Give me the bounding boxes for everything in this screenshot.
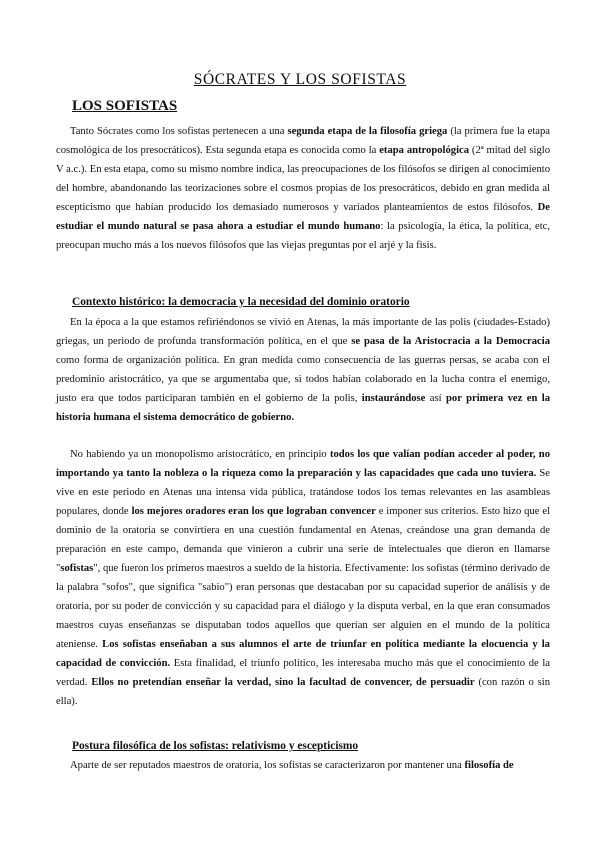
text-run: No habiendo ya un monopolismo aristocrático, en principio: [70, 449, 330, 460]
text-run: e imponer sus criterios. Esto hizo que el dominio de la oratoria se convirtiera en una cuestión fundamental en Atenas, creándose una gran demanda de preparación en este campo, demanda que vinieron a cubrir una serie de intelectuales que dieron en llamarse ": [56, 506, 551, 574]
bold-text-run: etapa antropológica: [379, 145, 470, 156]
text-run: (con razón o sin ella).: [56, 677, 550, 707]
bold-text-run: los mejores oradores eran los que lograban convencer: [131, 506, 376, 517]
text-run: Aparte de ser reputados maestros de oratoria, los sofistas se caracterizaron por mantener una: [70, 760, 465, 771]
bold-text-run: De estudiar el mundo natural se pasa ahora a estudiar el mundo humano: [56, 202, 550, 232]
bold-text-run: segunda etapa de la filosofía griega: [287, 126, 448, 137]
text-run: así: [425, 393, 446, 404]
bold-text-run: sofistas: [60, 563, 94, 574]
text-run: En la época a la que estamos refiriéndonos se vivió en Atenas, la más importante de las polis (ciudades-Estado) griegas, un periodo de profunda transformación política, en el que: [56, 317, 550, 347]
bold-text-run: por primera vez en la historia humana el sistema democrático de gobierno.: [56, 393, 550, 423]
text-run: como forma de organización política. En gran medida como consecuencia de las guerras persas, se acaba con el predominio aristocrático, ya que se argumentaba que, si todos habían colaborado en la lucha contra el enemigo, justo era que todos participaran también en el gobierno de la polis,: [56, 355, 550, 404]
section-heading-postura-filosofica: Postura filosófica de los sofistas: relativismo y escepticismo: [72, 740, 359, 752]
section-heading-contexto-historico: Contexto histórico: la democracia y la necesidad del dominio oratorio: [72, 296, 410, 308]
section-heading-los-sofistas: LOS SOFISTAS: [72, 98, 178, 114]
paragraph-intro: [56, 122, 550, 255]
bold-text-run: Los sofistas enseñaban a sus alumnos el arte de triunfar en política mediante la elocuencia y la capacidad de convicción.: [56, 639, 550, 669]
bold-text-run: Ellos no pretendían enseñar la verdad, sino la facultad de convencer, de persuadir: [91, 677, 475, 688]
text-run: Tanto Sócrates como los sofistas pertenecen a una: [70, 126, 288, 137]
text-run: ", que fueron los primeros maestros a sueldo de la historia. Efectivamente: los sofistas (término derivado de la palabra "sofos", que significa "sabio") eran personas que destacaban por su capacidad superior de análisis y de oratoria, por su poder de convicción y su capacidad para el diálogo y la disputa verbal, en la que eran consumados maestros cuyas enseñanzas se disputaban todos aquellos que querían ser alguien en el mundo de la política ateniense.: [56, 563, 550, 650]
bold-text-run: se pasa de la Aristocracia a la Democracia: [351, 336, 550, 347]
text-run: (la primera fue la etapa cosmológica de los presocráticos). Esta segunda etapa es conocida como la: [56, 126, 550, 156]
document-title: SÓCRATES Y LOS SOFISTAS: [193, 71, 407, 88]
text-run: (2ª mitad del siglo V a.c.). En esta etapa, como su mismo nombre indica, las preocupaciones de los filósofos se dirigen al conocimiento del hombre, abandonando las teorizaciones sobre el cosmos propias de los presocráticos, debido en gran medida al escepticismo que habían producido los demasiado numerosos y variados planteamientos de estos filósofos.: [56, 145, 550, 213]
text-run: Se vive en este periodo en Atenas una intensa vida pública, tratándose todos los temas relevantes en las asambleas populares, donde: [56, 468, 551, 517]
paragraph-democracia-oratoria: [56, 445, 550, 711]
bold-text-run: todos los que valían podían acceder al poder, no importando ya tanto la nobleza o la riqueza como la preparación y las capacidades que cada uno tuviera.: [56, 449, 551, 479]
bold-text-run: filosofía de: [464, 760, 514, 771]
paragraph-contexto: [56, 313, 550, 427]
paragraph-postura: [56, 756, 550, 775]
text-run: Esta finalidad, el triunfo político, les interesaba mucho más que el conocimiento de la verdad.: [56, 658, 550, 688]
bold-text-run: instaurándose: [361, 393, 426, 404]
text-run: : la psicología, la ética, la política, etc, preocupan mucho más a los nuevos filósofos que las viejas preguntas por el arjé y la fisis.: [56, 221, 550, 251]
